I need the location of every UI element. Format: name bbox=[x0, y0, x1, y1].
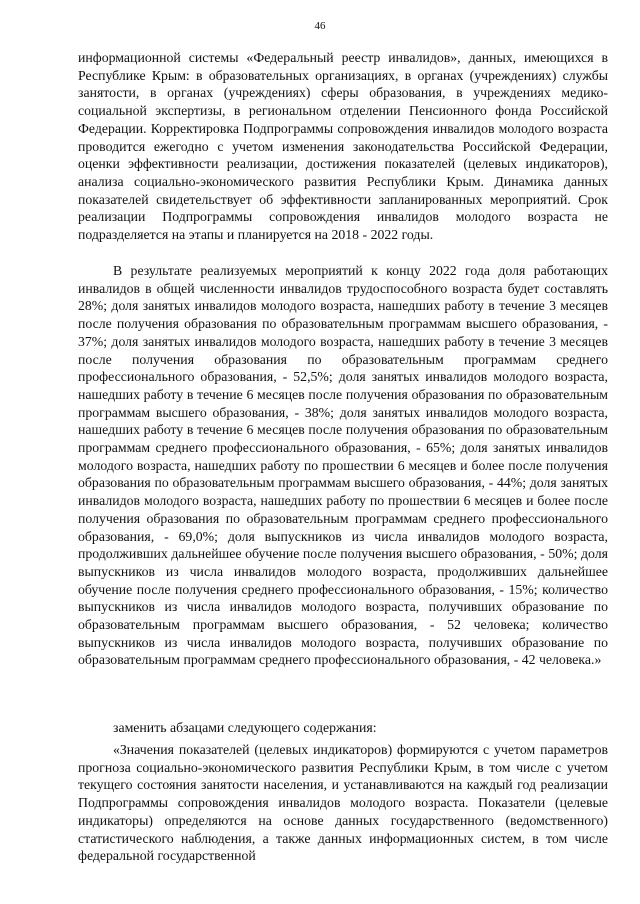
paragraph-expected-results: В результате реализуемых мероприятий к концу 2022 года доля работающих инвалидов в общей численности инвалидов трудоспособного возраста будет составлять 28%; доля занятых инвалидов молодого возраста, нашедших работу в течение 3 месяцев после получения образования по образовательным программам высшего образования, - 37%; доля занятых инвалидов молодого возраста, нашедших работу в течение 3 месяцев после получения образования по образовательным программам среднего профессионального образования, - 52,5%; доля занятых инвалидов молодого возраста, нашедших работу в течение 6 месяцев после получения образования по образовательным программам высшего образования, - 38%; доля занятых инвалидов молодого возраста, нашедших работу в течение 6 месяцев после получения образования по образовательным программам среднего профессионального образования, - 65%; доля занятых инвалидов молодого возраста, нашедших работу по прошествии 6 месяцев и более после получения образования по образовательным программам высшего образования, - 44%; доля занятых инвалидов молодого возраста, нашедших работу по прошествии 6 месяцев и более после получения образования по образовательным программам среднего профессионального образования, - 69,0%; доля выпускников из числа инвалидов молодого возраста, продолживших дальнейшее обучение после получения высшего образования, - 50%; доля выпускников из числа инвалидов молодого возраста, продолживших дальнейшее обучение после получения среднего профессионального образования, - 15%; количество выпускников из числа инвалидов молодого возраста, получивших образование по образовательным программам высшего образования, - 52 человека; количество выпускников из числа инвалидов молодого возраста, получивших образование по образовательным программам среднего профессионального образования, - 42 человека.» bbox=[78, 263, 608, 668]
page-number: 46 bbox=[314, 20, 326, 32]
paragraph-new-content: «Значения показателей (целевых индикаторов) формируются с учетом параметров прогноза социально-экономического развития Республики Крым, в том числе с учетом текущего состояния занятости населения, и устанавливаются на каждый год реализации Подпрограммы сопровождения инвалидов молодого возраста. Показатели (целевые индикаторы) определяются на основе данных государственного (ведомственного) статистического наблюдения, а также данных информационных систем, в том числе федеральной государственной bbox=[78, 742, 608, 864]
paragraph-replace-instruction: заменить абзацами следующего содержания: bbox=[113, 720, 377, 735]
paragraph-registry-sources: информационной системы «Федеральный реестр инвалидов», данных, имеющихся в Республике Крым: в образовательных организациях, в органах (учреждениях) службы занятости, в органах (учреждениях) сферы образования, в учреждениях медико-социальной экспертизы, в региональном отделении Пенсионного фонда Российской Федерации. Корректировка Подпрограммы сопровождения инвалидов молодого возраста проводится ежегодно с учетом изменения законодательства Российской Федерации, оценки эффективности реализации, достижения показателей (целевых индикаторов), анализа социально-экономического развития Республики Крым. Динамика данных показателей свидетельствует об эффективности запланированных мероприятий. Срок реализации Подпрограммы сопровождения инвалидов молодого возраста не подразделяется на этапы и планируется на 2018 - 2022 годы. bbox=[78, 50, 608, 243]
